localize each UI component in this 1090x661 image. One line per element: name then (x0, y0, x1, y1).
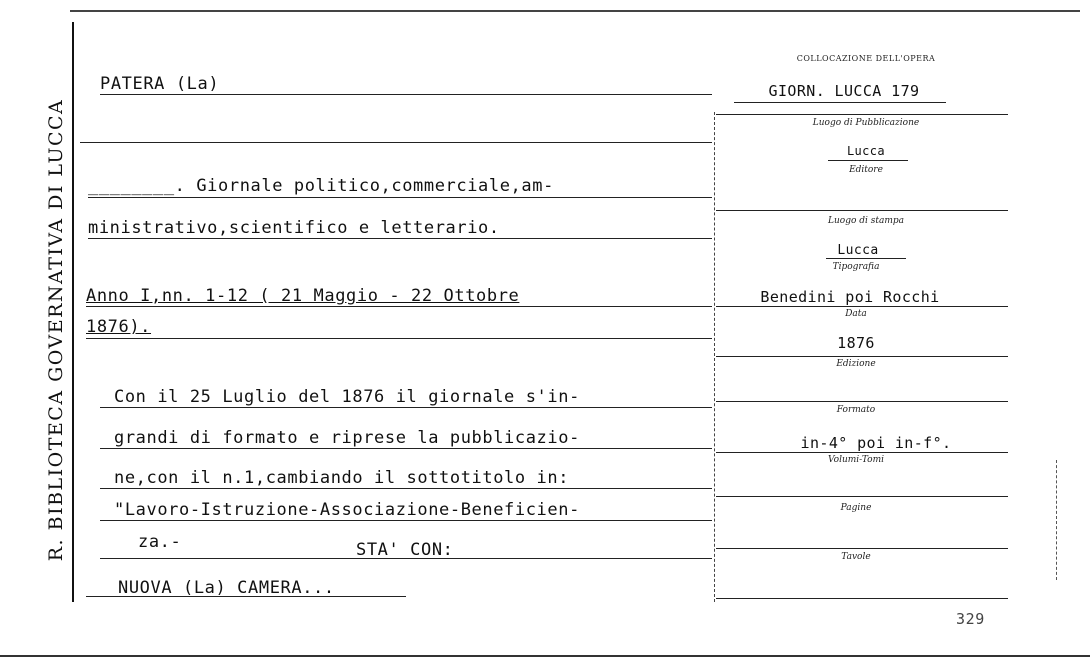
rule-note-3 (100, 488, 712, 489)
subtitle-line-2: ministrativo,scientifico e letterario. (88, 218, 500, 238)
rule-right-top (716, 114, 1008, 115)
rule-editore (716, 210, 1008, 211)
volumi-label: Volumi-Tomi (827, 455, 885, 465)
left-rule (72, 22, 74, 602)
rule-edizione (716, 401, 1008, 402)
rule-luogo-pub (828, 160, 908, 161)
data-value: 1876 (837, 334, 875, 352)
rule-subtitle-2 (88, 238, 712, 239)
rule-issue-1 (86, 306, 712, 307)
luogo-stampa-label: Luogo di stampa (828, 216, 904, 226)
tavole-label: Tavole (841, 552, 871, 562)
issue-line-2: 1876). (86, 317, 152, 337)
page-number: 329 (956, 610, 985, 628)
rule-note-1 (100, 407, 712, 408)
library-side-label: R. BIBLIOTECA GOVERNATIVA DI LUCCA (45, 98, 67, 562)
note-line-2: grandi di formato e riprese la pubblicazio- (114, 428, 580, 448)
rule-blank-1 (80, 142, 712, 143)
edizione-label: Edizione (836, 359, 876, 369)
tipografia-label: Tipografia (832, 262, 880, 272)
tipografia-value: Benedini poi Rocchi (760, 288, 940, 306)
rule-collocazione (734, 102, 946, 103)
rule-data (716, 356, 1008, 357)
note-line-4: "Lavoro-Istruzione-Associazione-Beneficien- (114, 500, 580, 520)
rule-note-2 (100, 448, 712, 449)
issue-line-1: Anno I,nn. 1-12 ( 21 Maggio - 22 Ottobre (86, 286, 520, 306)
rule-formato (716, 452, 1008, 453)
column-divider (714, 112, 715, 602)
rule-related (86, 596, 406, 597)
rule-pagine (716, 548, 1008, 549)
rule-subtitle-1 (88, 197, 712, 198)
bottom-border (0, 655, 1090, 657)
rule-luogo-stampa (826, 258, 906, 259)
rule-bottom (716, 598, 1008, 599)
luogo-pub-label: Luogo di Pubblicazione (812, 118, 920, 128)
subtitle-line-1: ________. Giornale politico,commerciale,am- (88, 176, 554, 196)
editore-label: Editore (849, 165, 883, 175)
rule-note-5 (100, 558, 712, 559)
note-line-1: Con il 25 Luglio del 1876 il giornale s'in- (114, 387, 580, 407)
rule-title (100, 94, 712, 95)
rule-tipografia (716, 306, 1008, 307)
formato-value: in-4° poi in-f°. (800, 434, 952, 452)
see-with-label: STA' CON: (356, 540, 454, 560)
collocazione-label: COLLOCAZIONE DELL'OPERA (796, 54, 936, 63)
note-line-5: za.- (138, 532, 182, 552)
rule-volumi (716, 496, 1008, 497)
formato-label: Formato (836, 405, 876, 415)
luogo-pub-value: Lucca (846, 144, 886, 158)
collocazione-value: GIORN. LUCCA 179 (768, 82, 920, 100)
data-label: Data (845, 309, 867, 319)
rule-note-4 (100, 520, 712, 521)
pagine-label: Pagine (840, 503, 872, 513)
title-text: PATERA (La) (100, 74, 220, 94)
related-title: NUOVA (La) CAMERA... (118, 578, 335, 598)
top-border (70, 10, 1080, 12)
rule-issue-2 (86, 338, 712, 339)
right-edge (1056, 460, 1057, 580)
note-line-3: ne,con il n.1,cambiando il sottotitolo in: (114, 468, 570, 488)
luogo-stampa-value: Lucca (837, 243, 879, 258)
